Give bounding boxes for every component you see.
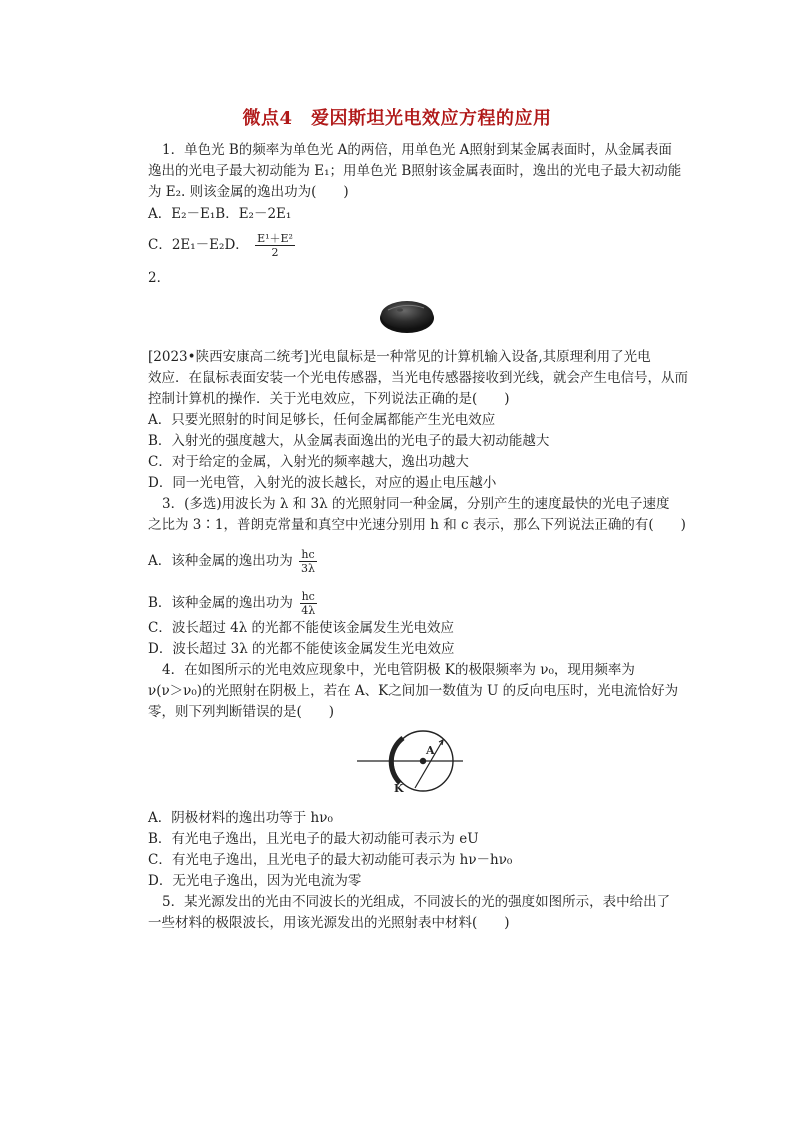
q3-option-b-text: B．该种金属的逸出功为: [148, 595, 293, 611]
q2-option-c: C．对于给定的金属，入射光的频率越大，逸出功越大: [148, 454, 469, 470]
q3-option-b-fraction: [299, 590, 317, 617]
q5-line-1: 5．某光源发出的光由不同波长的光组成，不同波长的光的强度如图所示，表中给出了: [162, 894, 671, 910]
q3-option-a-numerator: hc: [301, 548, 315, 561]
q2-option-a: A．只要光照射的时间足够长，任何金属都能产生光电效应: [148, 412, 496, 428]
q2-option-d: D．同一光电管，入射光的波长越长，对应的遏止电压越小: [148, 475, 497, 491]
q2-line-1: [2023•陕西安康高二统考]光电鼠标是一种常见的计算机输入设备,其原理利用了光电: [148, 349, 651, 365]
q3-option-b-denominator: 4λ: [301, 604, 316, 617]
q3-option-b: [148, 590, 319, 617]
q1-option-c: C．2E₁－E₂D．: [148, 237, 249, 253]
q1-option-d-fraction: [255, 232, 295, 259]
q1-option-d-denominator: 2: [271, 246, 279, 259]
q2-number: 2．: [148, 270, 171, 286]
q1-line-1: 1．单色光 B的频率为单色光 A的两倍，用单色光 A照射到某金属表面时，从金属表面: [162, 142, 672, 158]
q4-line-1: 4．在如图所示的光电效应现象中，光电管阴极 K的极限频率为 ν₀，现用频率为: [162, 662, 635, 678]
anode-label: A: [426, 744, 435, 757]
q1-line-2: 逸出的光电子最大初动能为 E₁；用单色光 B照射该金属表面时，逸出的光电子最大初动能: [148, 163, 682, 179]
q3-option-a-denominator: 3λ: [301, 562, 316, 575]
q3-option-c: C．波长超过 4λ 的光都不能使该金属发生光电效应: [148, 620, 455, 636]
q5-line-2: 一些材料的极限波长，用该光源发出的光照射表中材料( ): [148, 915, 510, 931]
q1-options-cd: [148, 232, 297, 259]
q3-option-b-numerator: hc: [301, 590, 315, 603]
q3-option-d: D．波长超过 3λ 的光都不能使该金属发生光电效应: [148, 641, 455, 657]
q1-line-3: 为 E₂. 则该金属的逸出功为( ): [148, 184, 349, 200]
q1-option-d-numerator: E¹＋E²: [257, 232, 293, 245]
q3-option-a-fraction: [299, 548, 317, 575]
q2-line-2: 效应．在鼠标表面安装一个光电传感器，当光电传感器接收到光线，就会产生电信号，从而: [148, 370, 688, 386]
page-title: 微点4 爱因斯坦光电效应方程的应用: [242, 108, 552, 129]
phototube-diagram: [355, 728, 465, 798]
q3-line-1: 3．(多选)用波长为 λ 和 3λ 的光照射同一种金属，分别产生的速度最快的光电子速度: [162, 496, 670, 512]
computer-mouse-icon: [378, 296, 436, 336]
q4-option-c: C．有光电子逸出，且光电子的最大初动能可表示为 hν－hν₀: [148, 852, 513, 868]
q4-line-3: 零，则下列判断错误的是( ): [148, 704, 335, 720]
q2-line-3: 控制计算机的操作．关于光电效应，下列说法正确的是( ): [148, 391, 510, 407]
q3-option-a: [148, 548, 319, 575]
q4-option-d: D．无光电子逸出，因为光电流为零: [148, 873, 362, 889]
q3-option-a-text: A．该种金属的逸出功为: [148, 553, 293, 569]
cathode-label: K: [394, 782, 404, 795]
q1-options-ab: A．E₂－E₁B．E₂－2E₁: [148, 206, 292, 222]
q4-line-2: ν(ν＞ν₀)的光照射在阴极上，若在 A、K之间加一数值为 U 的反向电压时，光电流恰好为: [148, 683, 679, 699]
q3-line-2: 之比为 3∶1，普朗克常量和真空中光速分别用 h 和 c 表示，那么下列说法正确的有( ): [148, 517, 686, 533]
q4-option-a: A．阴极材料的逸出功等于 hν₀: [148, 810, 333, 826]
q4-option-b: B．有光电子逸出，且光电子的最大初动能可表示为 eU: [148, 831, 479, 847]
q2-option-b: B．入射光的强度越大，从金属表面逸出的光电子的最大初动能越大: [148, 433, 550, 449]
